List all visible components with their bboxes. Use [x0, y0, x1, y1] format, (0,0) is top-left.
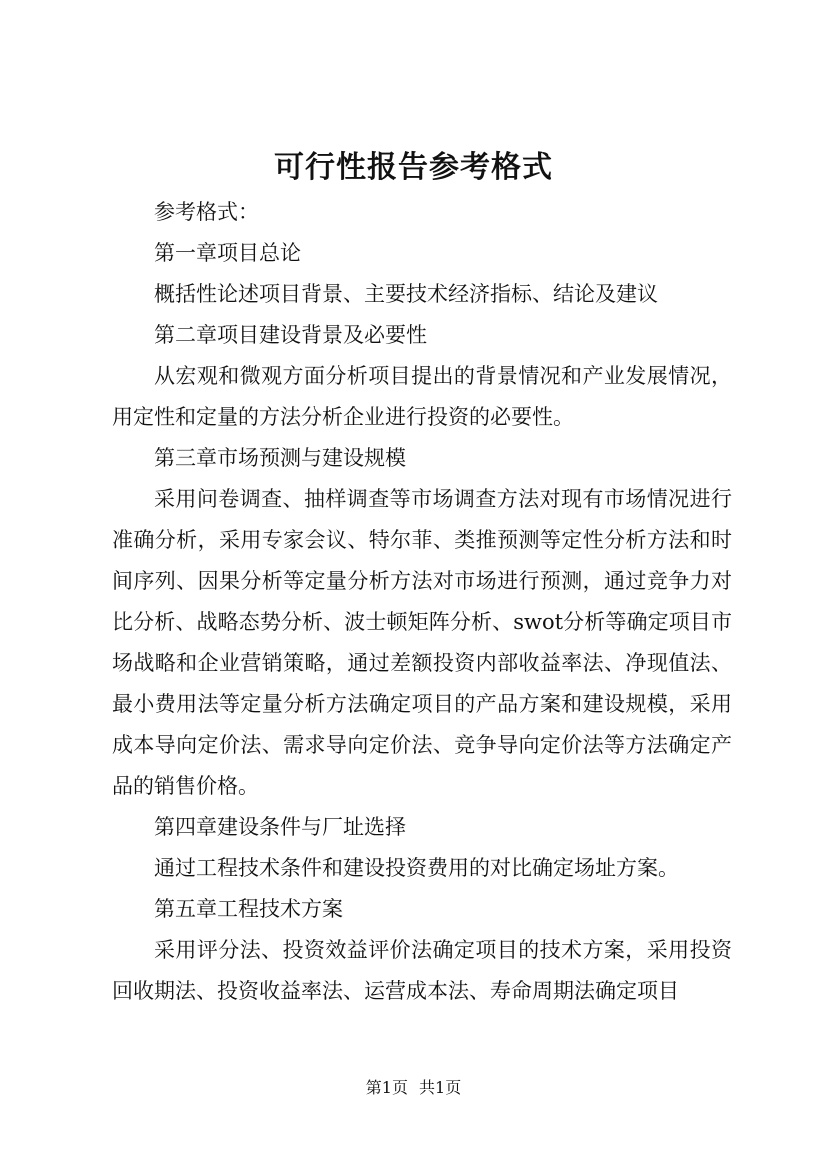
page-number: 第1页	[365, 1078, 408, 1097]
chapter-4-heading: 第四章建设条件与厂址选择	[154, 815, 406, 839]
chapter-1-heading: 第一章项目总论	[154, 241, 301, 265]
chapter-5-heading: 第五章工程技术方案	[154, 897, 343, 921]
document-body	[112, 192, 732, 1012]
chapter-5-text: 采用评分法、投资效益评价法确定项目的技术方案，采用投资回收期法、投资收益率法、运营成本法、寿命周期法确定项目	[112, 938, 732, 1003]
chapter-3-heading: 第三章市场预测与建设规模	[154, 446, 406, 470]
chapter-2-heading: 第二章项目建设背景及必要性	[154, 323, 427, 347]
chapter-1-text: 概括性论述项目背景、主要技术经济指标、结论及建议	[154, 282, 658, 306]
chapter-4-text: 通过工程技术条件和建设投资费用的对比确定场址方案。	[154, 856, 679, 880]
document-title: 可行性报告参考格式	[274, 150, 553, 185]
chapter-3-text: 采用问卷调查、抽样调查等市场调查方法对现有市场情况进行准确分析，采用专家会议、特尔菲、类推预测等定性分析方法和时间序列、因果分析等定量分析方法对市场进行预测，通过竞争力对比分析、战略态势分析、波士顿矩阵分析、swot分析等确定项目市场战略和企业营销策略，通过差额投资内部收益率法、净现值法、最小费用法等定量分析方法确定项目的产品方案和建设规模，采用成本导向定价法、需求导向定价法、竞争导向定价法等方法确定产品的销售价格。	[112, 487, 732, 798]
paragraph-format-label: 参考格式：	[154, 200, 259, 224]
page-footer	[0, 1076, 827, 1100]
page-total: 共1页	[419, 1078, 462, 1097]
chapter-2-text: 从宏观和微观方面分析项目提出的背景情况和产业发展情况，用定性和定量的方法分析企业进行投资的必要性。	[112, 364, 732, 429]
